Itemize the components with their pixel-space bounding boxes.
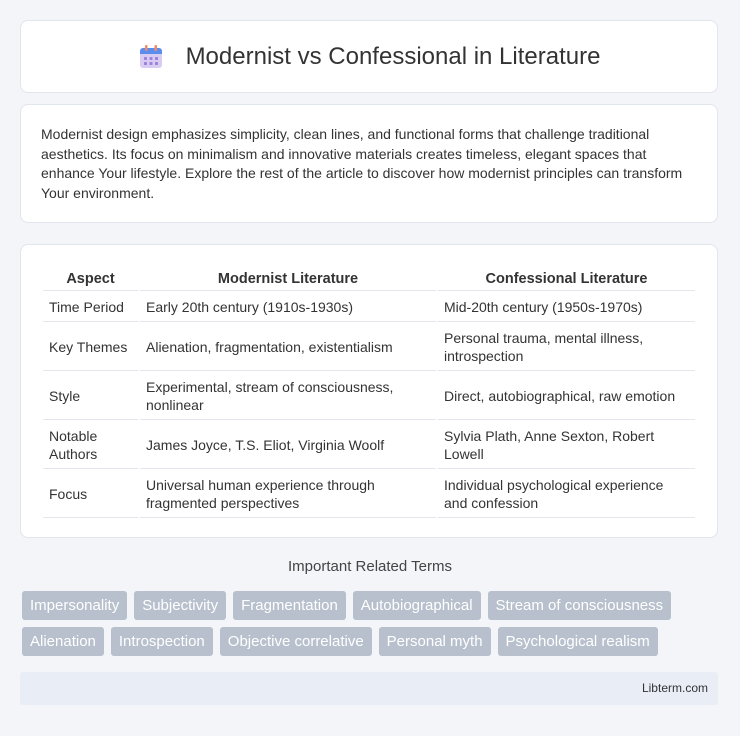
term-tag[interactable]: Objective correlative — [220, 627, 372, 656]
table-cell: Direct, autobiographical, raw emotion — [438, 373, 695, 420]
related-terms-title: Important Related Terms — [288, 558, 452, 575]
table-cell: Sylvia Plath, Anne Sexton, Robert Lowell — [438, 422, 695, 469]
table-cell: Early 20th century (1910s-1930s) — [140, 293, 436, 322]
term-tag[interactable]: Fragmentation — [233, 591, 346, 620]
table-cell: Notable Authors — [43, 422, 138, 469]
table-cell: Focus — [43, 471, 138, 518]
intro-card — [20, 104, 718, 223]
table-row — [43, 324, 695, 371]
comparison-card — [20, 244, 718, 538]
table-row — [43, 373, 695, 420]
related-terms — [22, 591, 722, 663]
comparison-table — [41, 265, 697, 520]
table-row — [43, 293, 695, 322]
term-tag[interactable]: Impersonality — [22, 591, 127, 620]
term-row — [22, 591, 722, 620]
table-cell: Personal trauma, mental illness, introspection — [438, 324, 695, 371]
column-header: Modernist Literature — [140, 267, 436, 291]
footer-brand[interactable]: Libterm.com — [641, 681, 708, 695]
table-cell: Time Period — [43, 293, 138, 322]
term-tag[interactable]: Autobiographical — [353, 591, 481, 620]
footer — [20, 672, 718, 705]
intro-text: Modernist design emphasizes simplicity, clean lines, and functional forms that challenge traditional aesthetics. Its focus on minimalism and innovative materials creates timeless, elegant spaces that enhance Your lifestyle. Explore the rest of the article to discover how modernist principles can transform Your environment. — [41, 126, 683, 201]
term-tag[interactable]: Subjectivity — [134, 591, 226, 620]
table-cell: Experimental, stream of consciousness, nonlinear — [140, 373, 436, 420]
term-tag[interactable]: Stream of consciousness — [488, 591, 672, 620]
column-header: Aspect — [43, 267, 138, 291]
table-cell: Style — [43, 373, 138, 420]
table-cell: Individual psychological experience and confession — [438, 471, 695, 518]
table-cell: Alienation, fragmentation, existentialism — [140, 324, 436, 371]
table-cell: Key Themes — [43, 324, 138, 371]
table-header-row — [43, 267, 695, 291]
table-cell: Mid-20th century (1950s-1970s) — [438, 293, 695, 322]
term-tag[interactable]: Psychological realism — [498, 627, 658, 656]
header-card — [20, 20, 718, 93]
page-title: Modernist vs Confessional in Literature — [185, 42, 601, 70]
table-cell: James Joyce, T.S. Eliot, Virginia Woolf — [140, 422, 436, 469]
column-header: Confessional Literature — [438, 267, 695, 291]
table-row — [43, 471, 695, 518]
table-row — [43, 422, 695, 469]
term-tag[interactable]: Personal myth — [379, 627, 491, 656]
term-tag[interactable]: Introspection — [111, 627, 213, 656]
term-row — [22, 627, 722, 656]
calendar-icon — [138, 44, 164, 70]
term-tag[interactable]: Alienation — [22, 627, 104, 656]
table-cell: Universal human experience through fragmented perspectives — [140, 471, 436, 518]
